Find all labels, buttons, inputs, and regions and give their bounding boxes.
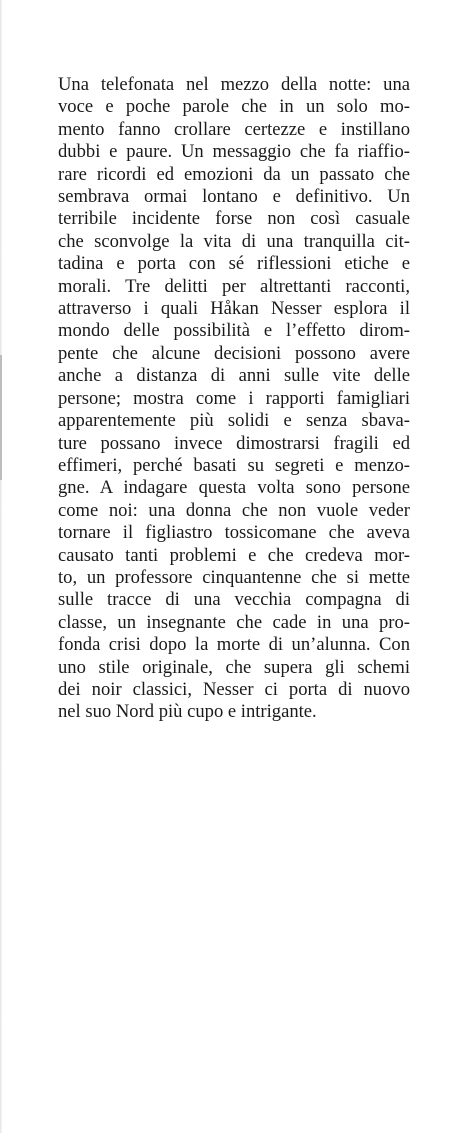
blurb-line: mondo delle possibilità e l’effetto dirom- bbox=[58, 320, 410, 342]
blurb-line: che sconvolge la vita di una tranquilla cit- bbox=[58, 230, 410, 252]
blurb-line: sulle tracce di una vecchia compagna di bbox=[58, 589, 410, 611]
blurb-line: dei noir classici, Nesser ci porta di nuovo bbox=[58, 678, 410, 700]
blurb-line: sembrava ormai lontano e definitivo. Un bbox=[58, 186, 410, 208]
blurb-line: dubbi e paure. Un messaggio che fa riaffio- bbox=[58, 141, 410, 163]
blurb-line: rare ricordi ed emozioni da un passato che bbox=[58, 163, 410, 185]
blurb-line: come noi: una donna che non vuole veder bbox=[58, 499, 410, 521]
blurb-paragraph bbox=[58, 74, 410, 724]
blurb-line: tadina e porta con sé riflessioni etiche e bbox=[58, 253, 410, 275]
blurb-line: tornare il figliastro tossicomane che aveva bbox=[58, 522, 410, 544]
blurb-line: mento fanno crollare certezze e instillano bbox=[58, 118, 410, 140]
blurb-line: anche a distanza di anni sulle vite delle bbox=[58, 365, 410, 387]
blurb-line: persone; mostra come i rapporti famigliari bbox=[58, 387, 410, 409]
blurb-line: uno stile originale, che supera gli schemi bbox=[58, 656, 410, 678]
blurb-line: morali. Tre delitti per altrettanti racconti, bbox=[58, 275, 410, 297]
blurb-line: pente che alcune decisioni possono avere bbox=[58, 342, 410, 364]
blurb-line: voce e poche parole che in un solo mo- bbox=[58, 96, 410, 118]
blurb-line: gne. A indagare questa volta sono persone bbox=[58, 477, 410, 499]
spine-edge bbox=[0, 0, 2, 1133]
blurb-line: attraverso i quali Håkan Nesser esplora il bbox=[58, 298, 410, 320]
blurb-line: effimeri, perché basati su segreti e menzo- bbox=[58, 454, 410, 476]
blurb-line: Una telefonata nel mezzo della notte: una bbox=[58, 74, 410, 95]
blurb-line-last: nel suo Nord più cupo e intrigante. bbox=[58, 701, 317, 723]
spine-mark bbox=[0, 355, 2, 480]
blurb-line: terribile incidente forse non così casuale bbox=[58, 208, 410, 230]
blurb-line: ture possano invece dimostrarsi fragili ed bbox=[58, 432, 410, 454]
blurb-line: causato tanti problemi e che credeva mor- bbox=[58, 544, 410, 566]
blurb-line: fonda crisi dopo la morte di un’alunna. Con bbox=[58, 634, 410, 656]
blurb-line: classe, un insegnante che cade in una pro- bbox=[58, 611, 410, 633]
blurb-line: to, un professore cinquantenne che si mette bbox=[58, 566, 410, 588]
blurb-line: apparentemente più solidi e senza sbava- bbox=[58, 410, 410, 432]
